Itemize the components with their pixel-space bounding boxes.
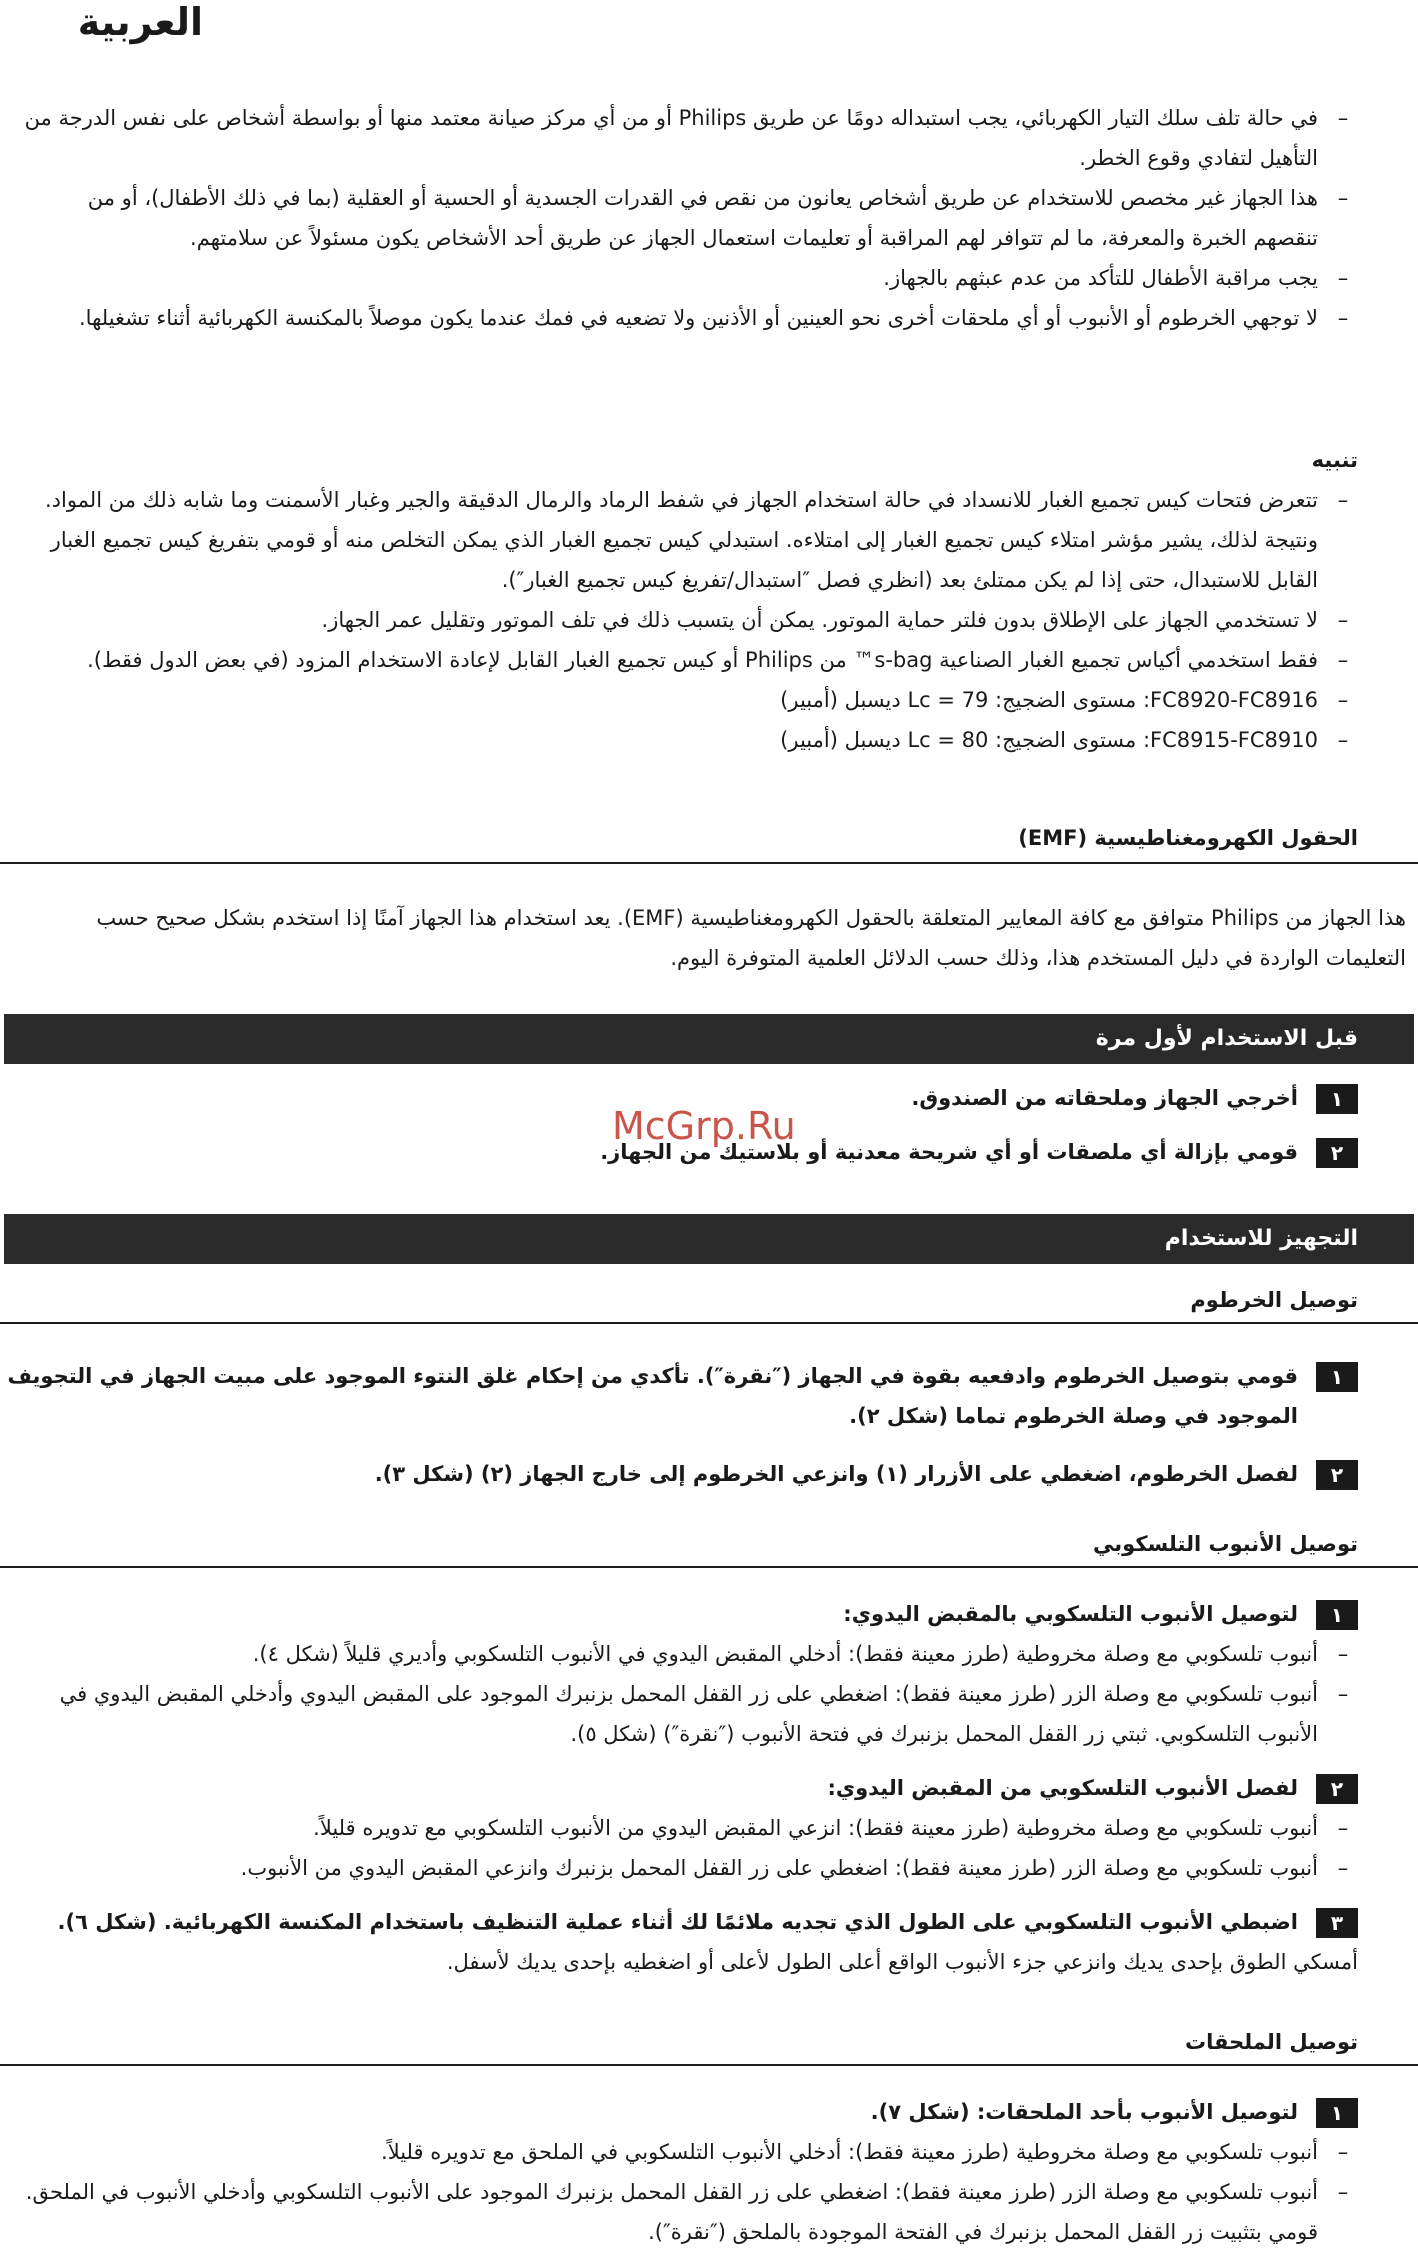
watermark-text: McGrp.Ru — [612, 1104, 796, 1148]
list-item: – لا تستخدمي الجهاز على الإطلاق بدون فلتر حماية الموتور. يمكن أن يتسبب ذلك في تلف الموتور وتقليل عمر الجهاز. — [321, 608, 1349, 632]
step-number: ٢ — [1316, 1138, 1358, 1168]
list-item: – لا توجهي الخرطوم أو الأنبوب أو أي ملحقات أخرى نحو العينين أو الأذنين ولا تضعيه في فمك عندما يكون موصلاً بالمكنسة الكهربائية أثناء تشغيلها. — [79, 306, 1349, 330]
section-bar-preparing: التجهيز للاستخدام — [4, 1214, 1414, 1264]
step-number: ٣ — [1316, 1908, 1358, 1938]
step-number: ٢ — [1316, 1460, 1358, 1490]
list-item: – في حالة تلف سلك التيار الكهربائي، يجب استبداله دومًا عن طريق Philips أو من أي مركز صيانة معتمد منها أو بواسطة أشخاص على نفس الدرجة من التأهيل لتفادي وقوع الخطر. — [24, 106, 1349, 170]
step-item: ٣ اضبطي الأنبوب التلسكوبي على الطول الذي تجديه ملائمًا لك أثناء عملية التنظيف باستخدام المكنسة الكهربائية. (شكل ٦). — [18, 1902, 1358, 1942]
accessories-heading-block — [18, 2022, 1358, 2062]
section-bar-before-first-use: قبل الاستخدام لأول مرة — [4, 1014, 1414, 1064]
list-item: – يجب مراقبة الأطفال للتأكد من عدم عبثهم بالجهاز. — [883, 266, 1349, 290]
list-item: – هذا الجهاز غير مخصص للاستخدام عن طريق أشخاص يعانون من نقص في القدرات الجسدية أو الحسية أو العقلية (بما في ذلك الأطفال)، أو من تنقصهم الخبرة والمعرفة، ما لم تتوافر لهم المراقبة أو تعليمات استعمال الجهاز عن طريق أحد الأشخاص يكون مسئولاً عن سلامتهم. — [87, 186, 1349, 250]
step-number: ١ — [1316, 1362, 1358, 1392]
divider — [0, 862, 1418, 864]
step-number: ١ — [1316, 1084, 1358, 1114]
caution-title: تنبيه — [1311, 448, 1358, 472]
list-item: – FC8920-FC8916: مستوى الضجيج: Lc = 79 ديسبل (أمبير) — [780, 688, 1349, 712]
step-item: ١ لتوصيل الأنبوب التلسكوبي بالمقبض اليدوي: — [18, 1594, 1358, 1634]
step-note: أمسكي الطوق بإحدى يديك وانزعي جزء الأنبوب الواقع أعلى الطول لأعلى أو اضغطيه بإحدى يديك لأسفل. — [446, 1950, 1358, 1974]
step-number: ١ — [1316, 1600, 1358, 1630]
list-item: – تتعرض فتحات كيس تجميع الغبار للانسداد في حالة استخدام الجهاز في شفط الرماد والرمال الدقيقة والجير وغبار الأسمنت وما شابه ذلك من المواد. ونتيجة لذلك، يشير مؤشر امتلاء كيس تجميع الغبار إلى امتلاءه. استبدلي كيس تجميع الغبار الذي يمكن التخلص منه أو قومي بتفريغ كيس تجميع الغبار القابل للاستبدال، حتى إذا لم يكن ممتلئ بعد (انظري فصل ″استبدال/تفريغ كيس تجميع الغبار″). — [44, 488, 1349, 592]
emf-text: هذا الجهاز من Philips متوافق مع كافة المعايير المتعلقة بالحقول الكهرومغناطيسية (EMF). يعد استخدام هذا الجهاز آمنًا إذا استخدم بشكل صحيح حسب التعليمات الواردة في دليل المستخدم هذا، وذلك حسب الدلائل العلمية المتوفرة اليوم. — [96, 906, 1406, 970]
step-item: ١ قومي بتوصيل الخرطوم وادفعيه بقوة في الجهاز (″نقرة″). تأكدي من إحكام غلق النتوء الموجود على مبيت الجهاز في التجويف الموجود في وصلة الخرطوم تماما (شكل ٢). — [0, 1356, 1358, 1436]
step-number: ٢ — [1316, 1774, 1358, 1804]
list-item: – أنبوب تلسكوبي مع وصلة الزر (طرز معينة فقط): اضغطي على زر القفل المحمل بزنبرك وانزعي المقبض اليدوي من الأنبوب. — [240, 1856, 1349, 1880]
step-item: ٢ قومي بإزالة أي ملصقات أو أي شريحة معدنية أو بلاستيك من الجهاز. — [40, 1132, 1358, 1172]
accessories-steps — [18, 2092, 1358, 2252]
emf-title: الحقول الكهرومغناطيسية (EMF) — [1018, 826, 1358, 850]
step-item: ١ أخرجي الجهاز وملحقاته من الصندوق. — [40, 1078, 1358, 1118]
tube-heading-block — [18, 1524, 1358, 1564]
list-item: – فقط استخدمي أكياس تجميع الغبار الصناعية s-bag™ من Philips أو كيس تجميع الغبار القابل لإعادة الاستخدام المزود (في بعض الدول فقط). — [87, 648, 1349, 672]
step-item: ٢ لفصل الخرطوم، اضغطي على الأزرار (١) وانزعي الخرطوم إلى خارج الجهاز (٢) (شكل ٣). — [0, 1454, 1358, 1494]
language-heading: العربية — [77, 0, 203, 44]
list-item: – أنبوب تلسكوبي مع وصلة مخروطية (طرز معينة فقط): أدخلي المقبض اليدوي في الأنبوب التلسكوبي وأديري قليلاً (شكل ٤). — [252, 1642, 1349, 1666]
hose-title: توصيل الخرطوم — [1190, 1288, 1358, 1312]
list-item: – أنبوب تلسكوبي مع وصلة الزر (طرز معينة فقط): اضغطي على زر القفل المحمل بزنبرك الموجود على المقبض اليدوي وأدخلي المقبض اليدوي في الأنبوب التلسكوبي. ثبتي زر القفل المحمل بزنبرك في فتحة الأنبوب (″نقرة″) (شكل ٥). — [59, 1682, 1349, 1746]
tube-title: توصيل الأنبوب التلسكوبي — [1093, 1532, 1358, 1556]
step-number: ١ — [1316, 2098, 1358, 2128]
caution-section — [18, 440, 1358, 760]
divider — [0, 1322, 1418, 1324]
hose-steps — [0, 1356, 1358, 1494]
warnings-list — [18, 98, 1358, 338]
accessories-title: توصيل الملحقات — [1185, 2030, 1358, 2054]
divider — [0, 2064, 1418, 2066]
list-item: – أنبوب تلسكوبي مع وصلة مخروطية (طرز معينة فقط): أدخلي الأنبوب التلسكوبي في الملحق مع تدويره قليلاً. — [381, 2140, 1349, 2164]
list-item: – أنبوب تلسكوبي مع وصلة مخروطية (طرز معينة فقط): انزعي المقبض اليدوي من الأنبوب التلسكوبي مع تدويره قليلاً. — [313, 1816, 1349, 1840]
divider — [0, 1566, 1418, 1568]
step-item: ٢ لفصل الأنبوب التلسكوبي من المقبض اليدوي: — [18, 1768, 1358, 1808]
tube-steps — [18, 1594, 1358, 1982]
list-item: – FC8915-FC8910: مستوى الضجيج: Lc = 80 ديسبل (أمبير) — [780, 728, 1349, 752]
hose-heading-block — [18, 1280, 1358, 1320]
step-item: ١ لتوصيل الأنبوب بأحد الملحقات: (شكل ٧). — [18, 2092, 1358, 2132]
emf-heading-block — [18, 818, 1358, 858]
list-item: – أنبوب تلسكوبي مع وصلة الزر (طرز معينة فقط): اضغطي على زر القفل المحمل بزنبرك الموجود على الأنبوب التلسكوبي وأدخلي الأنبوب في الملحق. قومي بتثبيت زر القفل المحمل بزنبرك في الفتحة الموجودة بالملحق (″نقرة″). — [25, 2180, 1349, 2244]
